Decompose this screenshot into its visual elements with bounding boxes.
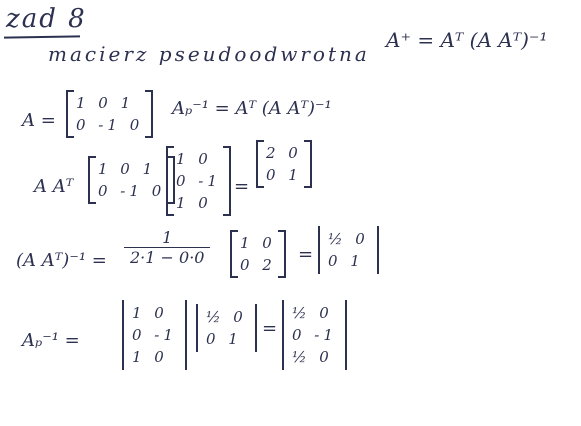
matrix-a — [66, 90, 153, 138]
matrix-a-label: A = — [22, 110, 56, 131]
fraction-numerator: 1 — [124, 228, 210, 248]
fraction-denominator: 2·1 − 0·0 — [130, 248, 205, 267]
exercise-heading: zad 8 — [6, 4, 87, 34]
topic-title: macierz pseudoodwrotna — [48, 42, 370, 66]
matrix-row: ½ 0 — [328, 230, 369, 248]
equals-sign: = — [262, 318, 278, 339]
matrix-row: 0 -1 — [132, 326, 177, 344]
equals-sign: = — [234, 176, 250, 197]
product-result-matrix — [256, 140, 312, 188]
matrix-row: 0 -1 0 — [98, 182, 166, 200]
matrix-row: 1 0 — [176, 150, 212, 168]
matrix-row: 0 -1 — [176, 172, 221, 190]
pseudoinverse-formula: A⁺ = Aᵀ (A Aᵀ)⁻¹ — [386, 28, 548, 52]
matrix-row: 0 1 — [266, 166, 302, 184]
matrix-row: 0 1 — [206, 330, 242, 348]
matrix-row: ½ 0 — [292, 304, 333, 322]
matrix-a-transpose — [166, 146, 231, 216]
matrix-row: 0 -1 0 — [76, 116, 144, 134]
matrix-row: 1 0 — [240, 234, 276, 252]
adjugate-matrix — [230, 230, 286, 278]
matrix-row: 0 2 — [240, 256, 276, 274]
pseudoinverse-definition: Aₚ⁻¹ = Aᵀ (A Aᵀ)⁻¹ — [172, 98, 332, 119]
determinant-fraction — [124, 228, 210, 267]
heading-underline — [4, 35, 80, 38]
matrix-row: 0 -1 — [292, 326, 337, 344]
matrix-row: 1 0 — [132, 348, 168, 366]
pseudoinverse-result-matrix — [282, 300, 347, 370]
matrix-row: 1 0 1 — [76, 94, 135, 112]
matrix-row: 1 0 — [176, 194, 212, 212]
matrix-row: ½ 0 — [206, 308, 247, 326]
product-label: A Aᵀ — [34, 176, 74, 197]
inverse-result-matrix — [318, 226, 379, 274]
pseudoinverse-label: Aₚ⁻¹ = — [22, 330, 80, 351]
equals-sign: = — [298, 244, 314, 265]
matrix-row: 1 0 1 — [98, 160, 157, 178]
inverse-matrix-copy — [196, 304, 257, 352]
matrix-row: 1 0 — [132, 304, 168, 322]
matrix-a-copy — [88, 156, 175, 204]
matrix-row: ½ 0 — [292, 348, 333, 366]
transpose-matrix — [122, 300, 187, 370]
inverse-label: (A Aᵀ)⁻¹ = — [16, 250, 107, 271]
matrix-row: 2 0 — [266, 144, 302, 162]
matrix-row: 0 1 — [328, 252, 364, 270]
